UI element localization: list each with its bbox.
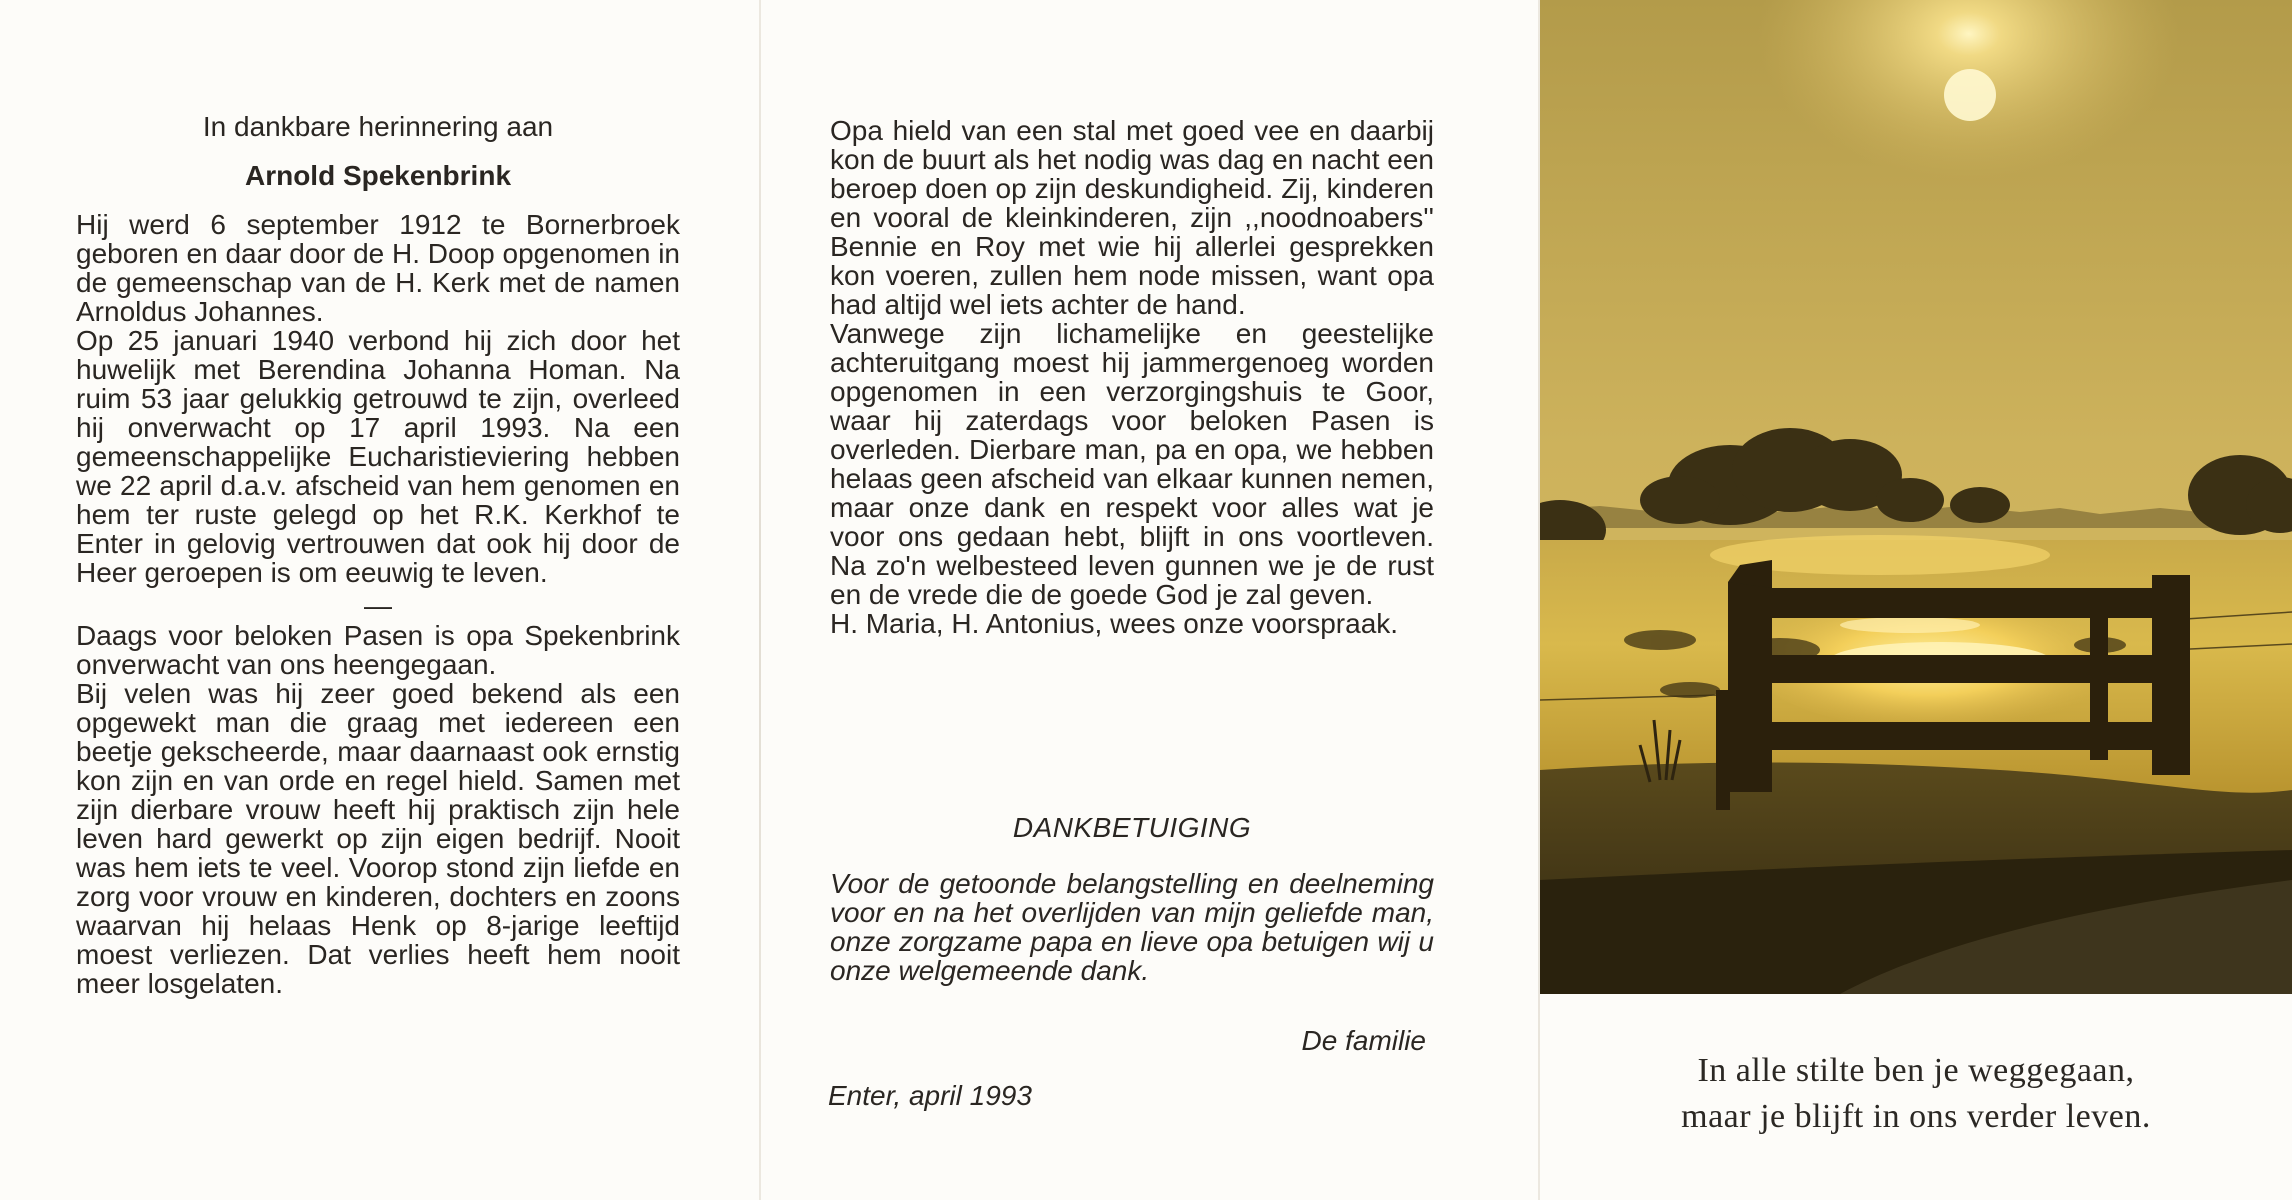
section-divider: —: [364, 590, 392, 621]
prayer-line: H. Maria, H. Antonius, wees onze voorspraak.: [830, 608, 1399, 639]
farm-paragraph: Opa hield van een stal met goed vee en daarbij kon de buurt als het nodig was dag en nacht een beroep doen op zijn deskundigheid. Zij, kinderen en vooral de kleinkinderen, zijn ,,noodnoabers'' Bennie en Roy met wie hij allerlei gesprekken kon voeren, zullen hem node missen, want opa had altijd wel iets achter de hand.: [830, 115, 1434, 320]
sunset-photo: [1540, 0, 2292, 994]
place-date: Enter, april 1993: [828, 1080, 1032, 1111]
birth-paragraph: Hij werd 6 september 1912 te Bornerbroek geboren en daar door de H. Doop opgenomen in de gemeenschap van de H. Kerk met de namen Arnoldus Johannes.: [76, 209, 680, 327]
marriage-paragraph: Op 25 januari 1940 verbond hij zich door het huwelijk met Berendina Johanna Homan. Na ruim 53 jaar gelukkig getrouwd te zijn, overleed hij onverwacht op 17 april 1993. Na een gemeenschappelijke Eucharistieviering hebben we 22 april d.a.v. afscheid van hem genomen en hem ter ruste gelegd op het R.K. Kerkhof te Enter in gelovig vertrouwen dat ook hij door de Heer geroepen is om eeuwig te leven.: [76, 325, 680, 588]
fold-line-left: [759, 0, 761, 1200]
passing-paragraph: Daags voor beloken Pasen is opa Spekenbrink onverwacht van ons heengegaan.: [76, 620, 680, 680]
memorial-text-middle: [830, 116, 1434, 638]
care-home-paragraph: Vanwege zijn lichamelijke en geestelijke achteruitgang moest hij jammergenoeg worden opgenomen in een verzorgingshuis te Goor, waar hij zaterdags voor beloken Pasen is overleden. Dierbare man, pa en opa, we hebben helaas geen afscheid van elkaar kunnen nemen, maar onze dank en respekt voor alles wat je voor ons gedaan hebt, blijft in ons voortleven. Na zo'n welbesteed leven gunnen we je de rust en de vrede die de goede God je zal geven.: [830, 318, 1434, 610]
character-paragraph: Bij velen was hij zeer goed bekend als een opgewekt man die graag met iedereen een beetje gekscheerde, maar daarnaast ook ernstig kon zijn en van orde en regel hield. Samen met zijn dierbare vrouw heeft hij praktisch zijn hele leven hard gewerkt op zijn eigen bedrijf. Nooit was hem iets te veel. Voorop stond zijn liefde en zorg voor vrouw en kinderen, dochters en zoons waarvan hij helaas Henk op 8-jarige leeftijd moest verliezen. Dat verlies heeft hem nooit meer losgelaten.: [76, 678, 680, 999]
thanks-heading: DANKBETUIGING: [1012, 812, 1252, 843]
memorial-verse: [1540, 1048, 2292, 1140]
verse-line-1: In alle stilte ben je weggegaan,: [1697, 1052, 2135, 1089]
verse-line-2: maar je blijft in ons verder leven.: [1681, 1098, 2151, 1135]
deceased-name: Arnold Spekenbrink: [244, 160, 512, 191]
intro-line: In dankbare herinnering aan: [202, 111, 554, 142]
thanks-body: Voor de getoonde belangstelling en deelneming voor en na het overlijden van mijn geliefde man, onze zorgzame papa en lieve opa betuigen wij u onze welgemeende dank.: [830, 868, 1434, 986]
memorial-text-left: [76, 112, 680, 998]
signature: De familie: [1301, 1025, 1426, 1056]
